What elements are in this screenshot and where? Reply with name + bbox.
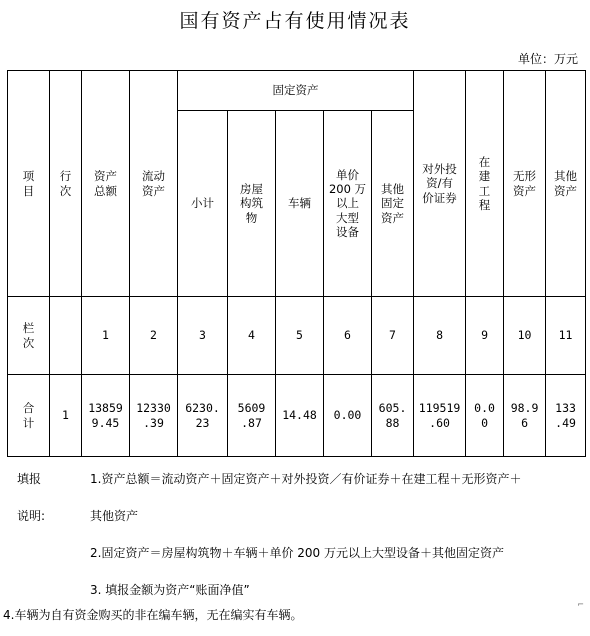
header-fixed-assets: 固定资产	[178, 71, 414, 111]
vehicles-value: 14.48	[276, 375, 324, 457]
header-large-equipment: 单价 200 万 以上 大型 设备	[324, 111, 372, 297]
asset-table	[7, 70, 586, 457]
total-row	[8, 375, 586, 457]
header-other-fixed: 其他 固定 资产	[372, 111, 414, 297]
header-current-assets: 流动 资产	[130, 71, 178, 297]
current-assets-value: 12330 .39	[130, 375, 178, 457]
column-number: 8	[414, 297, 466, 375]
corner-mark: ⌐	[577, 600, 584, 609]
column-number: 10	[504, 297, 546, 375]
header-intangible: 无形 资产	[504, 71, 546, 297]
investments-value: 119519 .60	[414, 375, 466, 457]
other-fixed-value: 605. 88	[372, 375, 414, 457]
header-subtotal: 小计	[178, 111, 228, 297]
total-assets-value: 13859 9.45	[82, 375, 130, 457]
column-number: 11	[546, 297, 586, 375]
column-row-label: 栏 次	[8, 297, 50, 375]
column-number: 6	[324, 297, 372, 375]
column-number: 7	[372, 297, 414, 375]
large-equipment-value: 0.00	[324, 375, 372, 457]
column-number: 9	[466, 297, 504, 375]
header-buildings: 房屋 构筑 物	[228, 111, 276, 297]
column-number: 3	[178, 297, 228, 375]
unit-label: 单位：万元	[517, 52, 578, 66]
note-1-continued: 其他资产	[90, 509, 139, 523]
note-2: 2.固定资产＝房屋构筑物＋车辆＋单价 200 万元以上大型设备＋其他固定资产	[90, 546, 504, 560]
buildings-value: 5609 .87	[228, 375, 276, 457]
note-4: 4.车辆为自有资金购买的非在编车辆，无在编实有车辆。	[3, 608, 303, 622]
subtotal-value: 6230. 23	[178, 375, 228, 457]
header-other-assets: 其他 资产	[546, 71, 586, 297]
header-vehicles: 车辆	[276, 111, 324, 297]
header-item: 项 目	[8, 71, 50, 297]
column-number	[50, 297, 82, 375]
header-construction: 在 建 工 程	[466, 71, 504, 297]
header-row-no: 行 次	[50, 71, 82, 297]
column-number: 4	[228, 297, 276, 375]
total-row-label: 合 计	[8, 375, 50, 457]
note-1: 1.资产总额＝流动资产＋固定资产＋对外投资／有价证券＋在建工程＋无形资产＋	[90, 472, 522, 486]
other-assets-value: 133 .49	[546, 375, 586, 457]
header-total-assets: 资产 总额	[82, 71, 130, 297]
page-title: 国有资产占有使用情况表	[179, 10, 411, 32]
total-row-no: 1	[50, 375, 82, 457]
column-number-row	[8, 297, 586, 375]
construction-value: 0.0 0	[466, 375, 504, 457]
note-3: 3. 填报金额为资产“账面净值”	[90, 583, 250, 597]
notes-label: 填报	[17, 472, 42, 486]
column-number: 5	[276, 297, 324, 375]
column-number: 2	[130, 297, 178, 375]
column-number: 1	[82, 297, 130, 375]
header-investments: 对外投 资/有 价证券	[414, 71, 466, 297]
intangible-value: 98.9 6	[504, 375, 546, 457]
notes-label: 说明:	[17, 509, 46, 523]
